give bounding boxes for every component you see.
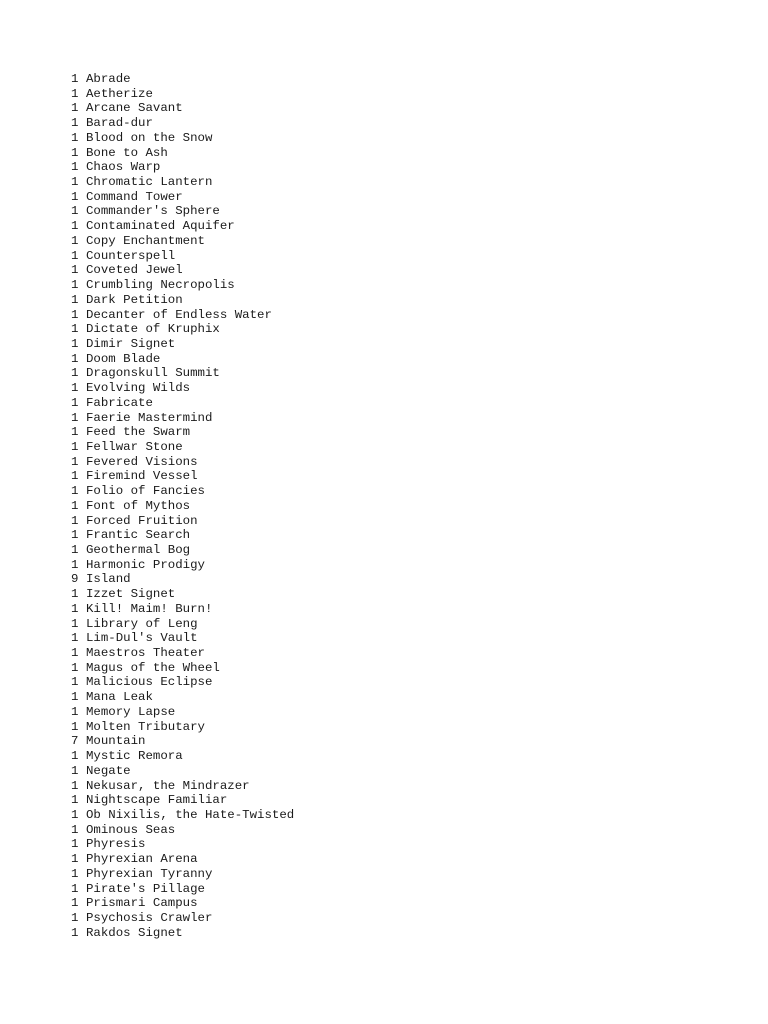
card-quantity: 1 [71,631,79,646]
card-quantity: 1 [71,395,79,410]
card-quantity: 1 [71,116,79,131]
decklist-line [71,87,294,102]
card-name: Barad-dur [86,116,153,131]
decklist-line [71,160,294,175]
card-quantity: 1 [71,469,79,484]
card-name: Mystic Remora [86,749,183,764]
decklist-line [71,499,294,514]
decklist-line [71,602,294,617]
card-quantity: 1 [71,101,79,116]
card-quantity: 1 [71,248,79,263]
decklist-line [71,749,294,764]
card-name: Molten Tributary [86,719,205,734]
card-name: Chromatic Lantern [86,175,213,190]
card-name: Ob Nixilis, the Hate-Twisted [86,807,295,822]
decklist-line [71,675,294,690]
card-name: Evolving Wilds [86,381,191,396]
card-name: Folio of Fancies [86,484,205,499]
decklist-line [71,469,294,484]
card-name: Kill! Maim! Burn! [86,601,213,616]
decklist-line [71,823,294,838]
card-quantity: 1 [71,410,79,425]
decklist-line [71,720,294,735]
card-name: Island [86,572,131,587]
card-name: Dimir Signet [86,336,176,351]
decklist-line [71,249,294,264]
decklist-line [71,896,294,911]
card-name: Chaos Warp [86,160,161,175]
card-name: Coveted Jewel [86,263,183,278]
card-name: Aetherize [86,86,153,101]
decklist-line [71,204,294,219]
card-name: Memory Lapse [86,704,176,719]
card-quantity: 1 [71,263,79,278]
card-quantity: 1 [71,587,79,602]
decklist-line [71,381,294,396]
card-name: Abrade [86,72,131,86]
card-quantity: 1 [71,189,79,204]
card-quantity: 1 [71,219,79,234]
decklist-line [71,219,294,234]
card-name: Forced Fruition [86,513,198,528]
card-quantity: 1 [71,336,79,351]
card-name: Dictate of Kruphix [86,322,220,337]
decklist-line [71,175,294,190]
card-quantity: 1 [71,866,79,881]
decklist-line [71,366,294,381]
decklist-line [71,764,294,779]
card-quantity: 1 [71,719,79,734]
card-name: Mana Leak [86,690,153,705]
card-quantity: 1 [71,807,79,822]
card-name: Phyrexian Tyranny [86,866,213,881]
card-quantity: 1 [71,425,79,440]
card-quantity: 1 [71,454,79,469]
card-name: Dragonskull Summit [86,366,220,381]
card-quantity: 1 [71,690,79,705]
card-quantity: 1 [71,837,79,852]
decklist-line [71,631,294,646]
card-quantity: 1 [71,484,79,499]
card-quantity: 7 [71,734,79,749]
card-quantity: 1 [71,822,79,837]
card-name: Command Tower [86,189,183,204]
decklist-line [71,308,294,323]
decklist-line [71,484,294,499]
card-quantity: 1 [71,322,79,337]
decklist-line [71,646,294,661]
card-quantity: 1 [71,704,79,719]
decklist-line [71,867,294,882]
card-quantity: 1 [71,86,79,101]
decklist-line [71,514,294,529]
card-name: Nekusar, the Mindrazer [86,778,250,793]
card-name: Negate [86,763,131,778]
card-quantity: 1 [71,439,79,454]
decklist-line [71,734,294,749]
card-name: Harmonic Prodigy [86,557,205,572]
card-name: Dark Petition [86,292,183,307]
card-quantity: 1 [71,763,79,778]
decklist-line [71,808,294,823]
card-quantity: 1 [71,130,79,145]
decklist-line [71,396,294,411]
card-name: Nightscape Familiar [86,793,228,808]
card-quantity: 1 [71,175,79,190]
card-name: Feed the Swarm [86,425,191,440]
decklist-line [71,558,294,573]
card-quantity: 1 [71,292,79,307]
card-name: Fellwar Stone [86,439,183,454]
decklist-line [71,337,294,352]
card-quantity: 1 [71,910,79,925]
card-quantity: 1 [71,513,79,528]
card-name: Counterspell [86,248,176,263]
decklist-line [71,705,294,720]
decklist-line [71,852,294,867]
decklist-line [71,543,294,558]
card-name: Geothermal Bog [86,543,191,557]
decklist-line [71,352,294,367]
card-quantity: 1 [71,145,79,160]
card-name: Blood on the Snow [86,130,213,145]
decklist-line [71,837,294,852]
card-name: Crumbling Necropolis [86,278,235,293]
card-name: Faerie Mastermind [86,410,213,425]
card-quantity: 1 [71,778,79,793]
card-quantity: 1 [71,660,79,675]
decklist-line [71,278,294,293]
card-name: Copy Enchantment [86,233,205,248]
decklist-line [71,234,294,249]
card-name: Phyrexian Arena [86,852,198,867]
decklist-line [71,116,294,131]
card-name: Fevered Visions [86,454,198,469]
card-quantity: 1 [71,528,79,543]
decklist-line [71,322,294,337]
decklist-line [71,926,294,941]
decklist-line [71,882,294,897]
card-quantity: 1 [71,601,79,616]
card-name: Pirate's Pillage [86,881,205,896]
card-name: Font of Mythos [86,498,191,513]
decklist-line [71,779,294,794]
card-quantity: 1 [71,72,79,86]
card-name: Magus of the Wheel [86,660,220,675]
decklist-line [71,793,294,808]
decklist-line [71,190,294,205]
card-name: Bone to Ash [86,145,168,160]
card-name: Maestros Theater [86,646,205,661]
decklist-line [71,131,294,146]
card-quantity: 1 [71,233,79,248]
decklist-line [71,911,294,926]
decklist-line [71,425,294,440]
card-quantity: 1 [71,543,79,557]
card-quantity: 1 [71,307,79,322]
card-name: Mountain [86,734,146,749]
card-name: Commander's Sphere [86,204,220,219]
decklist-line [71,293,294,308]
card-name: Lim-Dul's Vault [86,631,198,646]
decklist-line [71,440,294,455]
decklist-line [71,617,294,632]
card-quantity: 1 [71,278,79,293]
card-quantity: 1 [71,646,79,661]
card-name: Arcane Savant [86,101,183,116]
card-quantity: 1 [71,204,79,219]
card-name: Firemind Vessel [86,469,198,484]
card-name: Fabricate [86,395,153,410]
card-quantity: 1 [71,793,79,808]
decklist-line [71,146,294,161]
card-name: Doom Blade [86,351,161,366]
card-quantity: 1 [71,852,79,867]
card-quantity: 1 [71,381,79,396]
card-quantity: 1 [71,366,79,381]
card-quantity: 1 [71,160,79,175]
card-name: Rakdos Signet [86,925,183,940]
card-name: Phyresis [86,837,146,852]
card-name: Ominous Seas [86,822,176,837]
decklist-line [71,101,294,116]
card-name: Psychosis Crawler [86,910,213,925]
decklist-line [71,411,294,426]
card-name: Prismari Campus [86,896,198,911]
decklist-line [71,572,294,587]
card-quantity: 1 [71,557,79,572]
card-name: Decanter of Endless Water [86,307,272,322]
card-name: Contaminated Aquifer [86,219,235,234]
card-name: Izzet Signet [86,587,176,602]
card-name: Frantic Search [86,528,191,543]
decklist-line [71,455,294,470]
card-quantity: 1 [71,925,79,940]
card-quantity: 1 [71,749,79,764]
card-quantity: 1 [71,896,79,911]
decklist-line [71,587,294,602]
decklist-line [71,661,294,676]
card-quantity: 1 [71,881,79,896]
card-quantity: 1 [71,616,79,631]
card-quantity: 1 [71,675,79,690]
decklist-line [71,690,294,705]
card-name: Library of Leng [86,616,198,631]
card-quantity: 9 [71,572,79,587]
card-quantity: 1 [71,498,79,513]
decklist [71,72,294,940]
decklist-line [71,528,294,543]
card-name: Malicious Eclipse [86,675,213,690]
decklist-line [71,72,294,87]
decklist-line [71,263,294,278]
card-quantity: 1 [71,351,79,366]
